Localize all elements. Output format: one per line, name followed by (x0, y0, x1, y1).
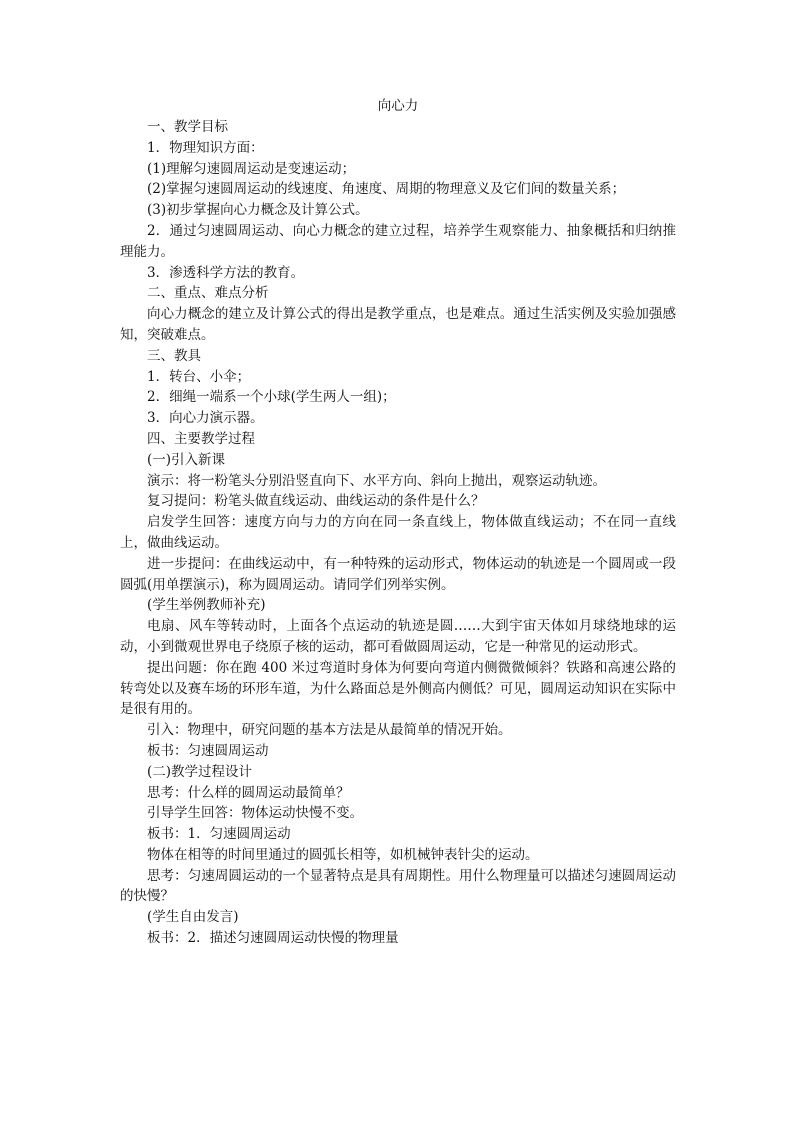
document-body (120, 96, 676, 949)
document-title: 向心力 (377, 98, 419, 114)
paragraph: 引入：物理中，研究问题的基本方法是从最简单的情况开始。 (147, 722, 512, 739)
paragraph: 物体在相等的时间里通过的圆弧长相等，如机械钟表针尖的运动。 (147, 846, 539, 863)
paragraph: 提出问题：你在跑 400 米过弯道时身体为何要向弯道内侧微微倾斜？铁路和高速公路的转弯处以及赛车场的环形车道，为什么路面总是外侧高内侧低？可见，圆周运动知识在实际中是很有用的。 (120, 659, 676, 718)
paragraph: (学生自由发言) (147, 909, 239, 926)
paragraph: 1．转台、小伞； (147, 368, 251, 385)
paragraph: 进一步提问：在曲线运动中，有一种特殊的运动形式，物体运动的轨迹是一个圆周或一段圆弧(用单摆演示)，称为圆周运动。请同学们列举实例。 (120, 555, 676, 593)
paragraph: 3．渗透科学方法的教育。 (147, 264, 305, 281)
paragraph: (2)掌握匀速圆周运动的线速度、角速度、周期的物理意义及它们间的数量关系； (147, 181, 626, 198)
paragraph: 1．物理知识方面： (147, 139, 264, 156)
paragraph: 2．细绳一端系一个小球(学生两人一组)； (147, 389, 396, 406)
paragraph: 板书：1．匀速圆周运动 (147, 826, 291, 843)
paragraph: 二、重点、难点分析 (147, 285, 269, 302)
paragraph: 思考：什么样的圆周运动最简单？ (147, 784, 350, 801)
paragraph: 3．向心力演示器。 (147, 410, 264, 427)
paragraph: (1)理解匀速圆周运动是变速运动； (147, 160, 356, 177)
paragraph: (二)教学过程设计 (147, 763, 253, 780)
paragraph: 一、教学目标 (147, 119, 228, 135)
paragraph: 复习提问：粉笔头做直线运动、曲线运动的条件是什么？ (147, 493, 485, 510)
paragraph: 引导学生回答：物体运动快慢不变。 (147, 805, 363, 822)
paragraph: 三、教具 (147, 347, 201, 364)
paragraph: 2．通过匀速圆周运动、向心力概念的建立过程，培养学生观察能力、抽象概括和归纳推理能力。 (120, 222, 676, 260)
paragraph: 思考：匀速周圆运动的一个显著特点是具有周期性。用什么物理量可以描述匀速圆周运动的快慢？ (120, 867, 676, 905)
paragraph: 板书：2．描述匀速圆周运动快慢的物理量 (147, 930, 399, 947)
paragraph: 板书：匀速圆周运动 (147, 742, 269, 759)
paragraph: 启发学生回答：速度方向与力的方向在同一条直线上，物体做直线运动；不在同一直线上，做曲线运动。 (120, 514, 676, 551)
paragraph: 四、主要教学过程 (147, 430, 255, 447)
paragraph: 演示：将一粉笔头分别沿竖直向下、水平方向、斜向上抛出，观察运动轨迹。 (147, 472, 606, 489)
paragraph: (3)初步掌握向心力概念及计算公式。 (147, 202, 369, 219)
paragraph: (一)引入新课 (147, 451, 226, 468)
paragraph: 电扇、风车等转动时，上面各个点运动的轨迹是圆……大到宇宙天体如月球绕地球的运动，小到微观世界电子绕原子核的运动，都可看做圆周运动，它是一种常见的运动形式。 (120, 618, 676, 655)
paragraph: (学生举例教师补充) (147, 597, 266, 614)
paragraph: 向心力概念的建立及计算公式的得出是教学重点，也是难点。通过生活实例及实验加强感知，突破难点。 (120, 306, 676, 343)
paragraph-list (120, 117, 676, 949)
